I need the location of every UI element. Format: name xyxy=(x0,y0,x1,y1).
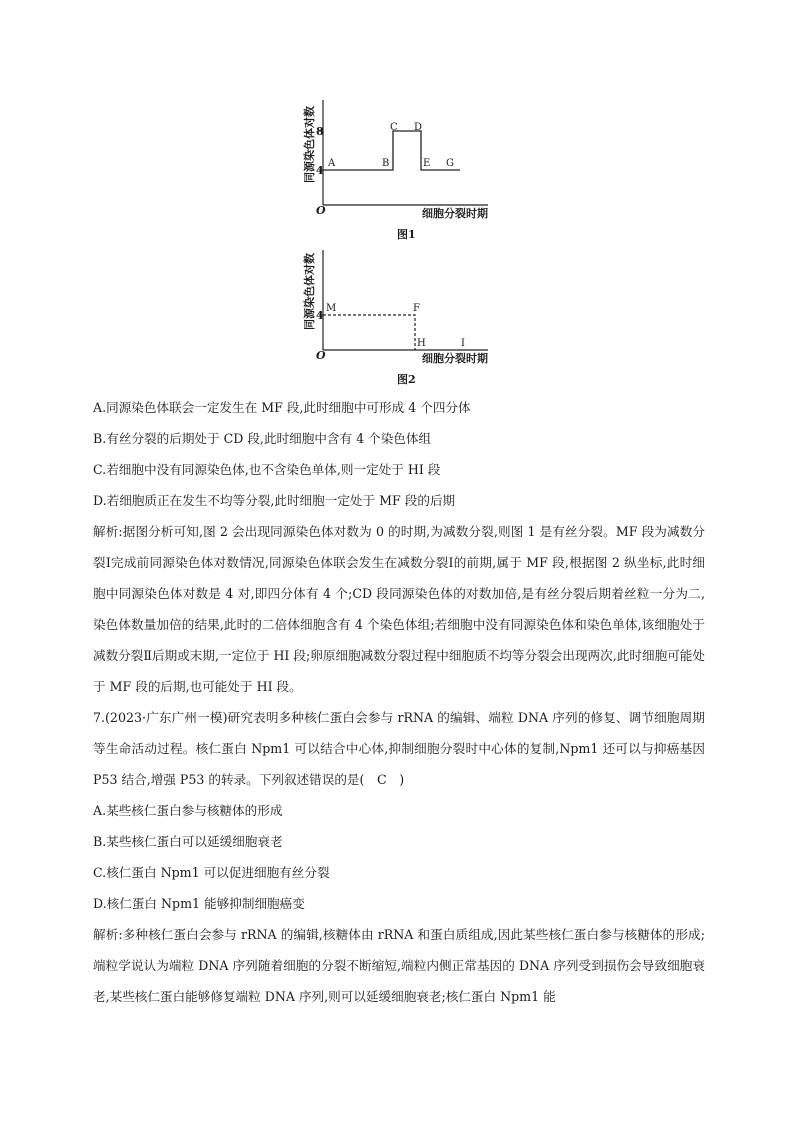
figure-1 xyxy=(290,88,510,248)
figure-2-origin: O xyxy=(316,349,326,362)
q6-option-b: B.有丝分裂的后期处于 CD 段,此时细胞中含有 4 个染色体组 xyxy=(93,431,432,446)
q6-option-a: A.同源染色体联会一定发生在 MF 段,此时细胞中可形成 4 个四分体 xyxy=(93,400,471,415)
figure-1-point-G: G xyxy=(446,158,454,169)
q7-option-c: C.核仁蛋白 Npm1 可以促进细胞有丝分裂 xyxy=(93,865,330,880)
figure-1-ytick-8: 8 xyxy=(316,125,324,138)
q7-option-a: A.某些核仁蛋白参与核糖体的形成 xyxy=(93,803,283,818)
figure-1-ylabel: 同源染色体对数 xyxy=(303,106,316,183)
q6-analysis: 解析:据图分析可知,图 2 会出现同源染色体对数为 0 的时期,为减数分裂,则图 1 是有丝分裂。MF 段为减数分裂Ⅰ完成前同源染色体对数情况,同源染色体联会发生在减数分裂Ⅰ的前期,属于 MF 段,根据图 2 纵坐标,此时细胞中同源染色体对数是 4 对,即四分体有 4 个;CD 段同源染色体的对数加倍,是有丝分裂后期着丝粒一分为二,染色体数量加倍的结果,此时的二倍体细胞含有 4 个染色体组;若细胞中没有同源染色体和染色单体,该细胞处于减数分裂Ⅱ后期或末期,一定位于 HI 段;卵原细胞减数分裂过程中细胞质不均等分裂会出现两次,此时细胞可能处于 MF 段的后期,也可能处于 HI 段。 xyxy=(93,524,705,694)
document-body xyxy=(93,392,705,1012)
q7-option-d: D.核仁蛋白 Npm1 能够抑制细胞癌变 xyxy=(93,896,305,911)
q7-option-b: B.某些核仁蛋白可以延缓细胞衰老 xyxy=(93,834,283,849)
q7-stem: 7.(2023·广东广州一模)研究表明多种核仁蛋白会参与 rRNA 的编辑、端粒 DNA 序列的修复、调节细胞周期等生命活动过程。核仁蛋白 Npm1 可以结合中心体,抑制细胞分裂时中心体的复制,Npm1 还可以与抑癌基因 P53 结合,增强 P53 的转录。下列叙述错误的是( C ) xyxy=(93,710,705,787)
figure-1-svg xyxy=(290,88,510,248)
figure-1-point-A: A xyxy=(328,158,336,169)
q6-option-d: D.若细胞质正在发生不均等分裂,此时细胞一定处于 MF 段的后期 xyxy=(93,493,456,508)
figure-1-origin: O xyxy=(316,204,326,217)
figure-1-point-C: C xyxy=(390,122,398,133)
figure-2-point-H: H xyxy=(417,338,426,349)
figure-2-point-F: F xyxy=(413,303,420,314)
figure-2-ylabel: 同源染色体对数 xyxy=(303,253,316,330)
figure-2-ytick-4: 4 xyxy=(316,309,324,322)
figure-1-caption: 图1 xyxy=(397,228,416,241)
q7-analysis: 解析:多种核仁蛋白会参与 rRNA 的编辑,核糖体由 rRNA 和蛋白质组成,因此某些核仁蛋白参与核糖体的形成;端粒学说认为端粒 DNA 序列随着细胞的分裂不断缩短,端粒内侧正常基因的 DNA 序列受到损伤会导致细胞衰老,某些核仁蛋白能够修复端粒 DNA 序列,则可以延缓细胞衰老;核仁蛋白 Npm1 能 xyxy=(93,927,705,1004)
figure-1-point-E: E xyxy=(423,158,431,169)
figure-2-caption: 图2 xyxy=(397,373,416,386)
figure-2-xlabel: 细胞分裂时期 xyxy=(422,352,488,365)
figure-2-point-M: M xyxy=(326,303,337,314)
figure-2-line xyxy=(323,315,415,350)
figure-1-ytick-4: 4 xyxy=(316,164,324,177)
figure-1-point-D: D xyxy=(414,122,423,133)
figure-1-line xyxy=(323,131,460,170)
q6-option-c: C.若细胞中没有同源染色体,也不含染色单体,则一定处于 HI 段 xyxy=(93,462,441,477)
figure-2-svg xyxy=(290,238,510,388)
figure-2-point-I: I xyxy=(461,338,465,349)
figure-1-xlabel: 细胞分裂时期 xyxy=(422,207,488,220)
figure-2 xyxy=(290,238,510,388)
figure-1-point-B: B xyxy=(382,158,390,169)
